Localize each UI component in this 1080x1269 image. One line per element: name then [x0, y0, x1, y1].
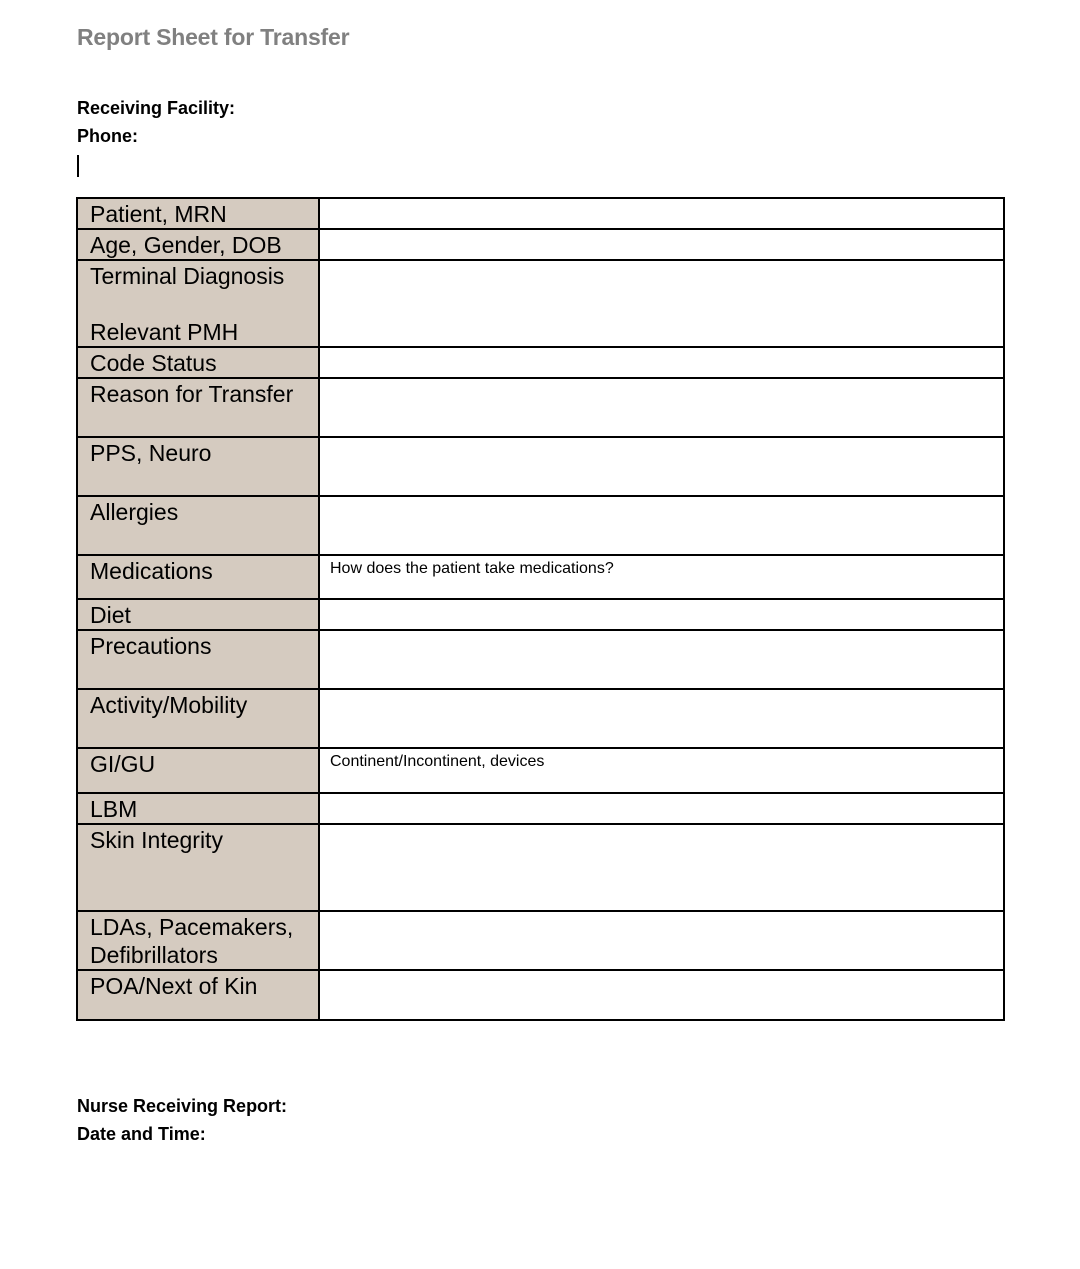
table-row [77, 599, 1004, 630]
row-label-poa-next-of-kin: POA/Next of Kin [77, 970, 319, 1020]
row-value-medications[interactable] [319, 555, 1004, 599]
date-and-time-label: Date and Time: [77, 1124, 206, 1144]
row-value-pps-neuro[interactable] [319, 437, 1004, 496]
nurse-receiving-report-label: Nurse Receiving Report: [77, 1096, 288, 1116]
table-row [77, 824, 1004, 911]
row-label-diet: Diet [77, 599, 319, 630]
row-label-age-gender-dob: Age, Gender, DOB [77, 229, 319, 260]
row-label-reason-for-transfer: Reason for Transfer [77, 378, 319, 437]
row-value-gi-gu[interactable] [319, 748, 1004, 793]
table-row [77, 689, 1004, 748]
medications-hint: How does the patient take medications? [330, 560, 614, 577]
row-label-patient-mrn: Patient, MRN [77, 198, 319, 229]
row-value-ldas-pacemakers[interactable] [319, 911, 1004, 970]
table-row [77, 793, 1004, 824]
row-value-age-gender-dob[interactable] [319, 229, 1004, 260]
table-row [77, 347, 1004, 378]
row-value-skin-integrity[interactable] [319, 824, 1004, 911]
row-label-gi-gu: GI/GU [77, 748, 319, 793]
table-row [77, 198, 1004, 229]
transfer-report-table [76, 197, 1005, 1021]
row-value-activity-mobility[interactable] [319, 689, 1004, 748]
table-row [77, 748, 1004, 793]
table-row [77, 260, 1004, 347]
row-label-precautions: Precautions [77, 630, 319, 689]
row-label-lbm: LBM [77, 793, 319, 824]
row-value-terminal-diagnosis[interactable] [319, 260, 1004, 347]
table-row [77, 970, 1004, 1020]
row-value-allergies[interactable] [319, 496, 1004, 555]
text-cursor [77, 155, 79, 177]
row-value-diet[interactable] [319, 599, 1004, 630]
row-value-reason-for-transfer[interactable] [319, 378, 1004, 437]
table-row [77, 378, 1004, 437]
row-label-terminal-diagnosis: Terminal Diagnosis Relevant PMH [77, 260, 319, 347]
phone-label: Phone: [77, 126, 138, 146]
row-label-pps-neuro: PPS, Neuro [77, 437, 319, 496]
table-row [77, 911, 1004, 970]
row-value-lbm[interactable] [319, 793, 1004, 824]
table-row [77, 437, 1004, 496]
row-label-skin-integrity: Skin Integrity [77, 824, 319, 911]
row-value-poa-next-of-kin[interactable] [319, 970, 1004, 1020]
row-label-medications: Medications [77, 555, 319, 599]
row-label-activity-mobility: Activity/Mobility [77, 689, 319, 748]
row-value-code-status[interactable] [319, 347, 1004, 378]
gi-gu-hint: Continent/Incontinent, devices [330, 753, 545, 770]
row-label-allergies: Allergies [77, 496, 319, 555]
row-label-code-status: Code Status [77, 347, 319, 378]
document-title: Report Sheet for Transfer [77, 24, 350, 50]
row-value-patient-mrn[interactable] [319, 198, 1004, 229]
receiving-facility-label: Receiving Facility: [77, 98, 236, 118]
row-value-precautions[interactable] [319, 630, 1004, 689]
table-row [77, 555, 1004, 599]
table-row [77, 630, 1004, 689]
row-label-ldas-pacemakers: LDAs, Pacemakers, Defibrillators [77, 911, 319, 970]
table-row [77, 229, 1004, 260]
table-row [77, 496, 1004, 555]
